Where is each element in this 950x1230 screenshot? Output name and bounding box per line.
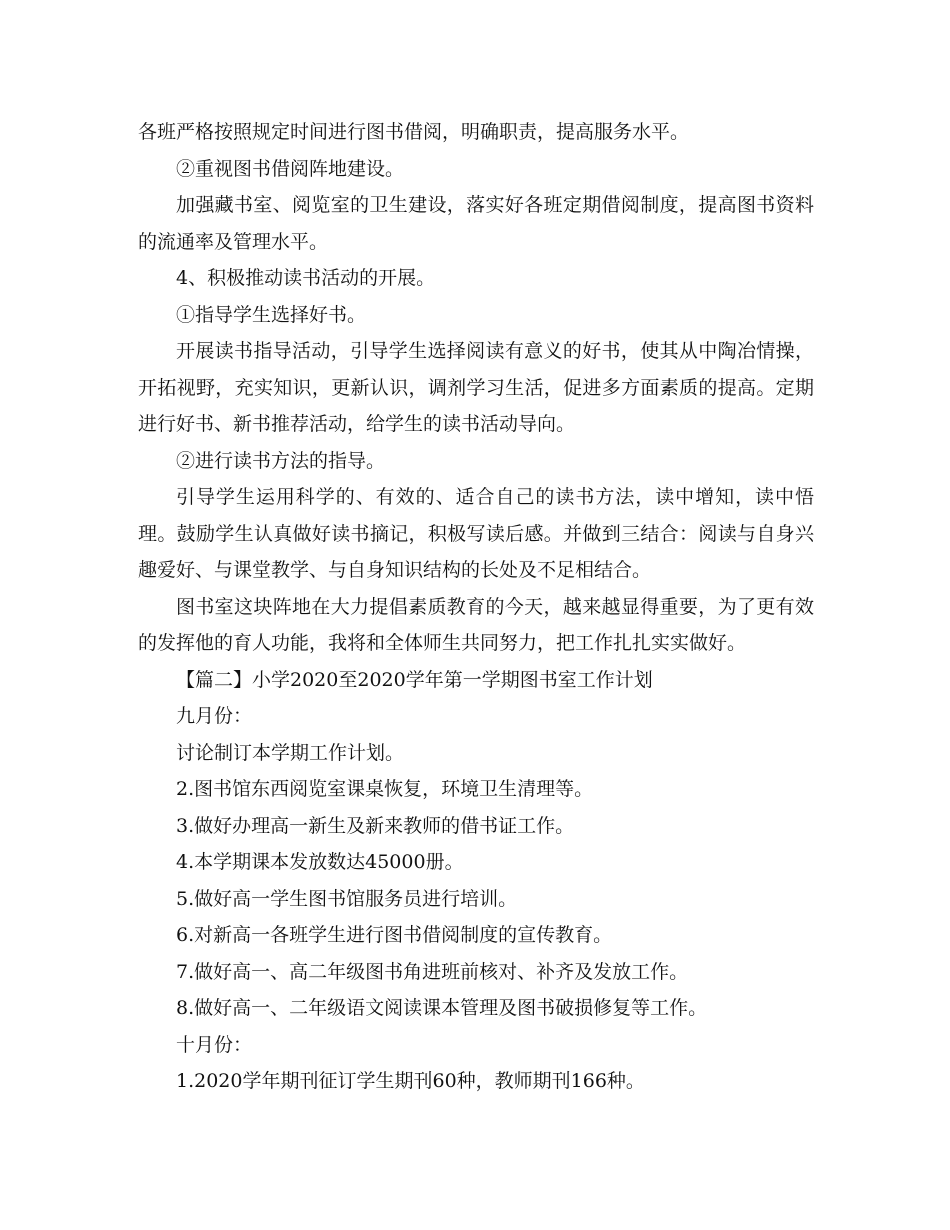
list-item: 6.对新高一各班学生进行图书借阅制度的宣传教育。 bbox=[176, 924, 613, 946]
article-title: 【篇二】小学2020至2020学年第一学期图书室工作计划 bbox=[176, 668, 653, 691]
paragraph: ①指导学生选择好书。 bbox=[176, 303, 367, 326]
paragraph: 各班严格按照规定时间进行图书借阅，明确职责，提高服务水平。 bbox=[138, 121, 690, 143]
list-item: 4.本学期课本发放数达45000册。 bbox=[176, 851, 464, 873]
list-item: 讨论制订本学期工作计划。 bbox=[176, 741, 405, 764]
list-item: 2.图书馆东西阅览室课桌恢复，环境卫生清理等。 bbox=[176, 778, 594, 800]
month-heading: 九月份： bbox=[176, 705, 253, 727]
paragraph: 开展读书指导活动，引导学生选择阅读有意义的好书，使其从中陶冶情操，开拓视野，充实知识，更新认识，调剂学习生活，促进多方面素质的提高。定期进行好书、新书推荐活动，给学生的读书活动导向。 bbox=[138, 340, 814, 435]
list-item: 1.2020学年期刊征订学生期刊60种，教师期刊166种。 bbox=[176, 1070, 645, 1092]
section-heading: 4、积极推动读书活动的开展。 bbox=[176, 267, 436, 289]
list-item: 5.做好高一学生图书馆服务员进行培训。 bbox=[176, 887, 518, 910]
month-heading: 十月份： bbox=[176, 1033, 253, 1056]
paragraph: ②进行读书方法的指导。 bbox=[176, 449, 386, 472]
paragraph: 引导学生运用科学的、有效的、适合自己的读书方法，读中增知，读中悟理。鼓励学生认真做好读书摘记，积极写读后感。并做到三结合：阅读与自身兴趣爱好、与课堂教学、与自身知识结构的长处及不足相结合。 bbox=[138, 486, 814, 581]
paragraph: 加强藏书室、阅览室的卫生建设，落实好各班定期借阅制度，提高图书资料的流通率及管理水平。 bbox=[138, 194, 814, 253]
list-item: 8.做好高一、二年级语文阅读课本管理及图书破损修复等工作。 bbox=[176, 997, 708, 1019]
paragraph: 图书室这块阵地在大力提倡素质教育的今天，越来越显得重要，为了更有效的发挥他的育人功能，我将和全体师生共同努力，把工作扎扎实实做好。 bbox=[138, 595, 814, 654]
document-body bbox=[138, 114, 814, 1100]
list-item: 7.做好高一、高二年级图书角进班前核对、补齐及发放工作。 bbox=[176, 960, 689, 983]
list-item: 3.做好办理高一新生及新来教师的借书证工作。 bbox=[176, 814, 575, 837]
paragraph: ②重视图书借阅阵地建设。 bbox=[176, 157, 405, 180]
